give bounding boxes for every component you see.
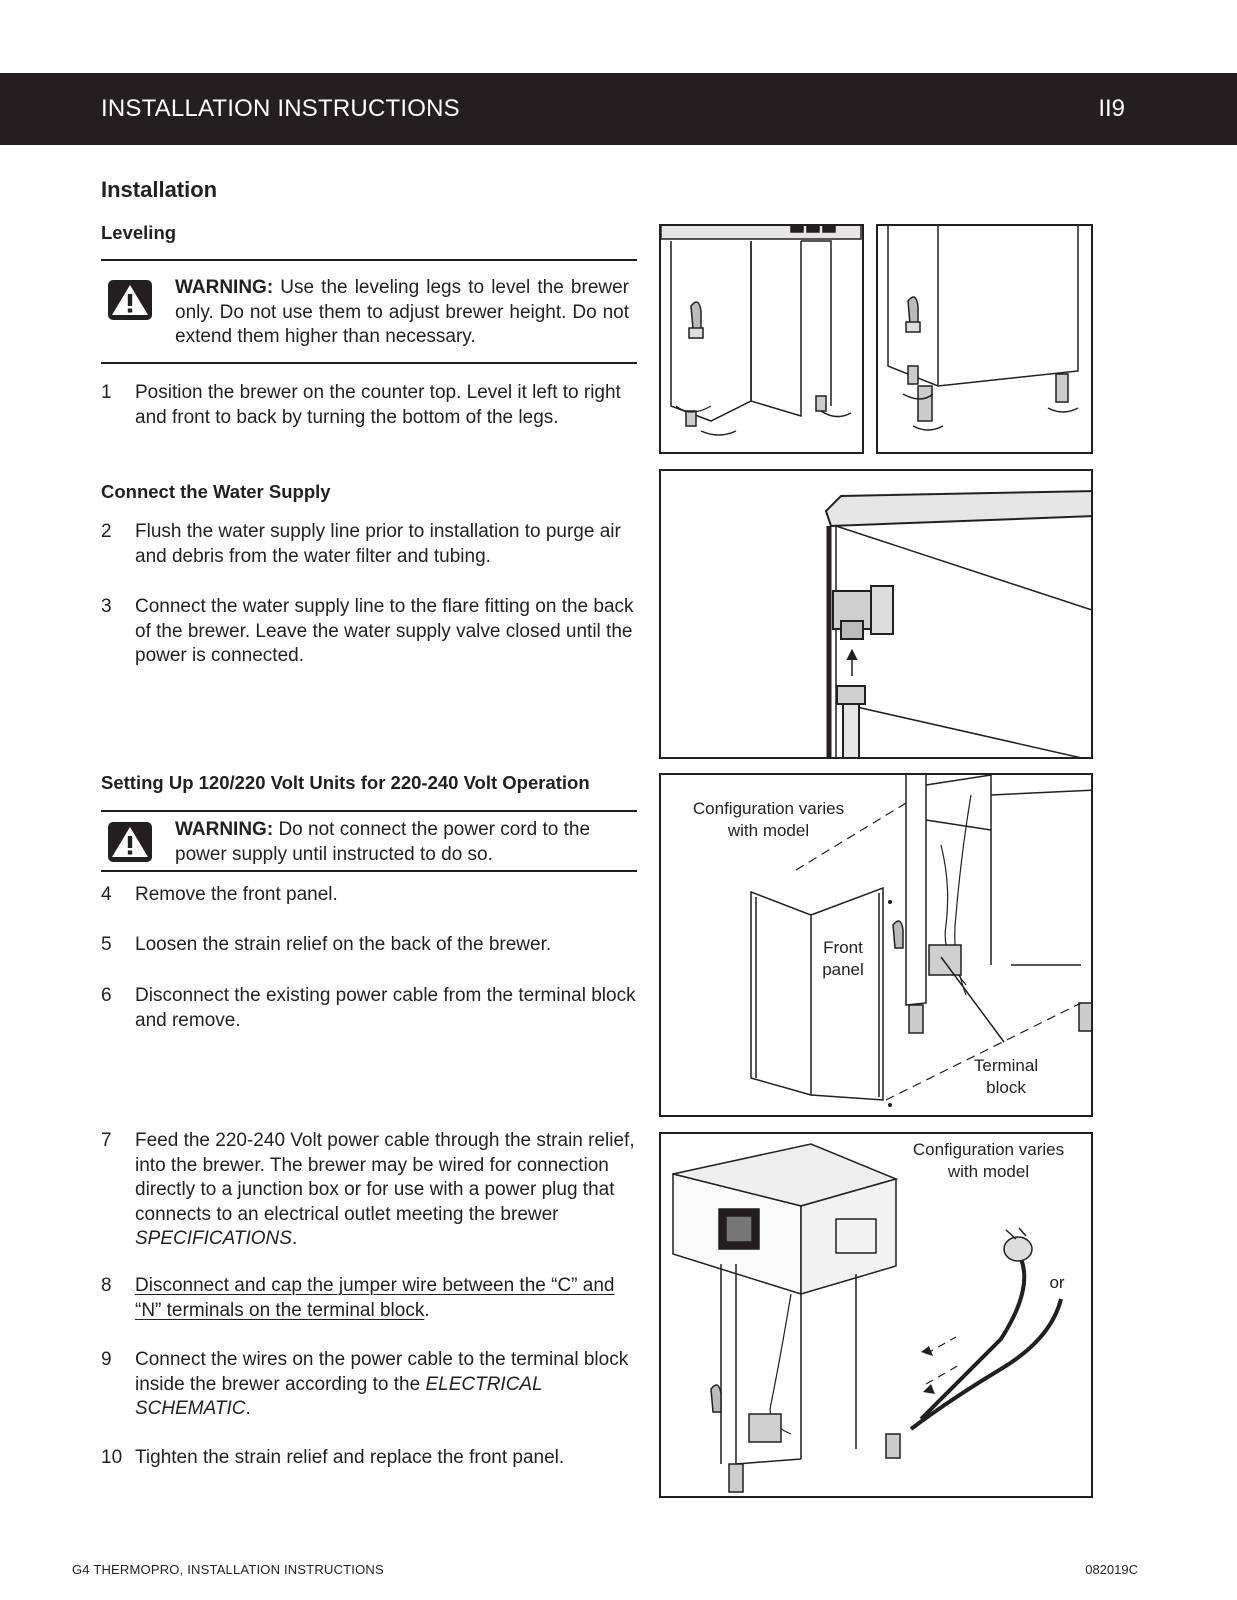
header-title: INSTALLATION INSTRUCTIONS	[101, 95, 460, 122]
step-3	[101, 595, 641, 670]
step-number: 5	[101, 934, 112, 955]
page-number: II9	[1098, 95, 1125, 122]
leveling-figure-front	[659, 224, 864, 454]
water-connection-figure	[659, 469, 1093, 759]
underlined-instruction: Disconnect and cap the jumper wire between the “C” and “N” terminals on the terminal block	[135, 1275, 615, 1321]
step-text: Position the brewer on the counter top. Level it left to right and front to back by turning the bottom of the legs.	[135, 382, 621, 428]
warning-label: WARNING:	[175, 819, 274, 840]
step-number: 3	[101, 596, 112, 617]
config-note-label: Configuration varies with model	[912, 1140, 1065, 1181]
step-text: Remove the front panel.	[135, 884, 338, 905]
step-8	[101, 1274, 641, 1324]
step-number: 7	[101, 1130, 112, 1151]
step-number: 6	[101, 985, 112, 1006]
step-number: 9	[101, 1349, 112, 1370]
step-7	[101, 1129, 641, 1254]
schematic-reference: ELECTRICAL SCHEMATIC	[135, 1373, 543, 1419]
step-number: 2	[101, 521, 112, 542]
step-text: Flush the water supply line prior to installation to purge air and debris from the water filter and tubing.	[135, 521, 621, 567]
voltage-warning	[175, 818, 629, 867]
step-number: 10	[101, 1447, 123, 1468]
header-bar	[0, 73, 1237, 145]
divider	[101, 810, 637, 812]
divider	[101, 870, 637, 872]
leveling-figure-side	[876, 224, 1093, 454]
front-panel-label: Front panel	[822, 938, 864, 979]
divider	[101, 259, 637, 261]
section-title: Installation	[101, 177, 218, 202]
step-number: 1	[101, 382, 112, 403]
water-heading: Connect the Water Supply	[101, 481, 331, 502]
step-5	[101, 933, 641, 958]
step-4	[101, 883, 641, 908]
step-number: 4	[101, 884, 112, 905]
step-text: Tighten the strain relief and replace the front panel.	[135, 1447, 565, 1468]
step-text: Loosen the strain relief on the back of the brewer.	[135, 934, 552, 955]
step-text: Connect the water supply line to the flare fitting on the back of the brewer. Leave the water supply valve closed until the power is connected.	[135, 596, 634, 666]
step-number: 8	[101, 1275, 112, 1296]
brewer-side-illustration	[878, 226, 1093, 454]
or-label: or	[1049, 1273, 1065, 1292]
warning-triangle-icon	[108, 280, 152, 320]
step-2	[101, 520, 641, 570]
terminal-block-label: Terminal block	[973, 1056, 1039, 1097]
warning-text: Use the leveling legs to level the brewer only. Do not use them to adjust brewer height. Do not extend them higher than necessary.	[175, 277, 629, 347]
power-cable-figure	[659, 1132, 1093, 1498]
warning-text: Do not connect the power cord to the power supply until instructed to do so.	[175, 819, 591, 865]
leveling-warning	[175, 276, 629, 350]
brewer-front-illustration	[661, 226, 864, 454]
footer-document-code: 082019C	[1085, 1562, 1138, 1577]
specifications-reference: SPECIFICATIONS	[135, 1228, 292, 1249]
leveling-heading: Leveling	[101, 222, 177, 243]
step-text: Disconnect and cap the jumper wire between the “C” and “N” terminals on the terminal block.	[135, 1275, 615, 1321]
step-10	[101, 1446, 641, 1471]
warning-triangle-icon	[108, 822, 152, 862]
warning-label: WARNING:	[175, 277, 274, 298]
divider	[101, 362, 637, 364]
config-note-label: Configuration varies with model	[692, 799, 845, 840]
step-6	[101, 984, 641, 1034]
front-panel-figure	[659, 773, 1093, 1117]
step-text: Feed the 220-240 Volt power cable through the strain relief, into the brewer. The brewer may be wired for connection directly to a junction box or for use with a power plug that connects to an electrical outlet meeting the brewer SPECIFICATIONS.	[135, 1130, 635, 1249]
step-text: Disconnect the existing power cable from the terminal block and remove.	[135, 985, 636, 1031]
step-text: Connect the wires on the power cable to the terminal block inside the brewer according to the ELECTRICAL SCHEMATIC.	[135, 1349, 629, 1419]
voltage-heading: Setting Up 120/220 Volt Units for 220-240 Volt Operation	[101, 772, 590, 793]
power-cable-illustration	[661, 1134, 1093, 1498]
step-1	[101, 381, 641, 456]
water-fitting-illustration	[661, 471, 1093, 759]
step-9	[101, 1348, 641, 1423]
footer-document-title: G4 THERMOPRO, INSTALLATION INSTRUCTIONS	[72, 1562, 384, 1577]
